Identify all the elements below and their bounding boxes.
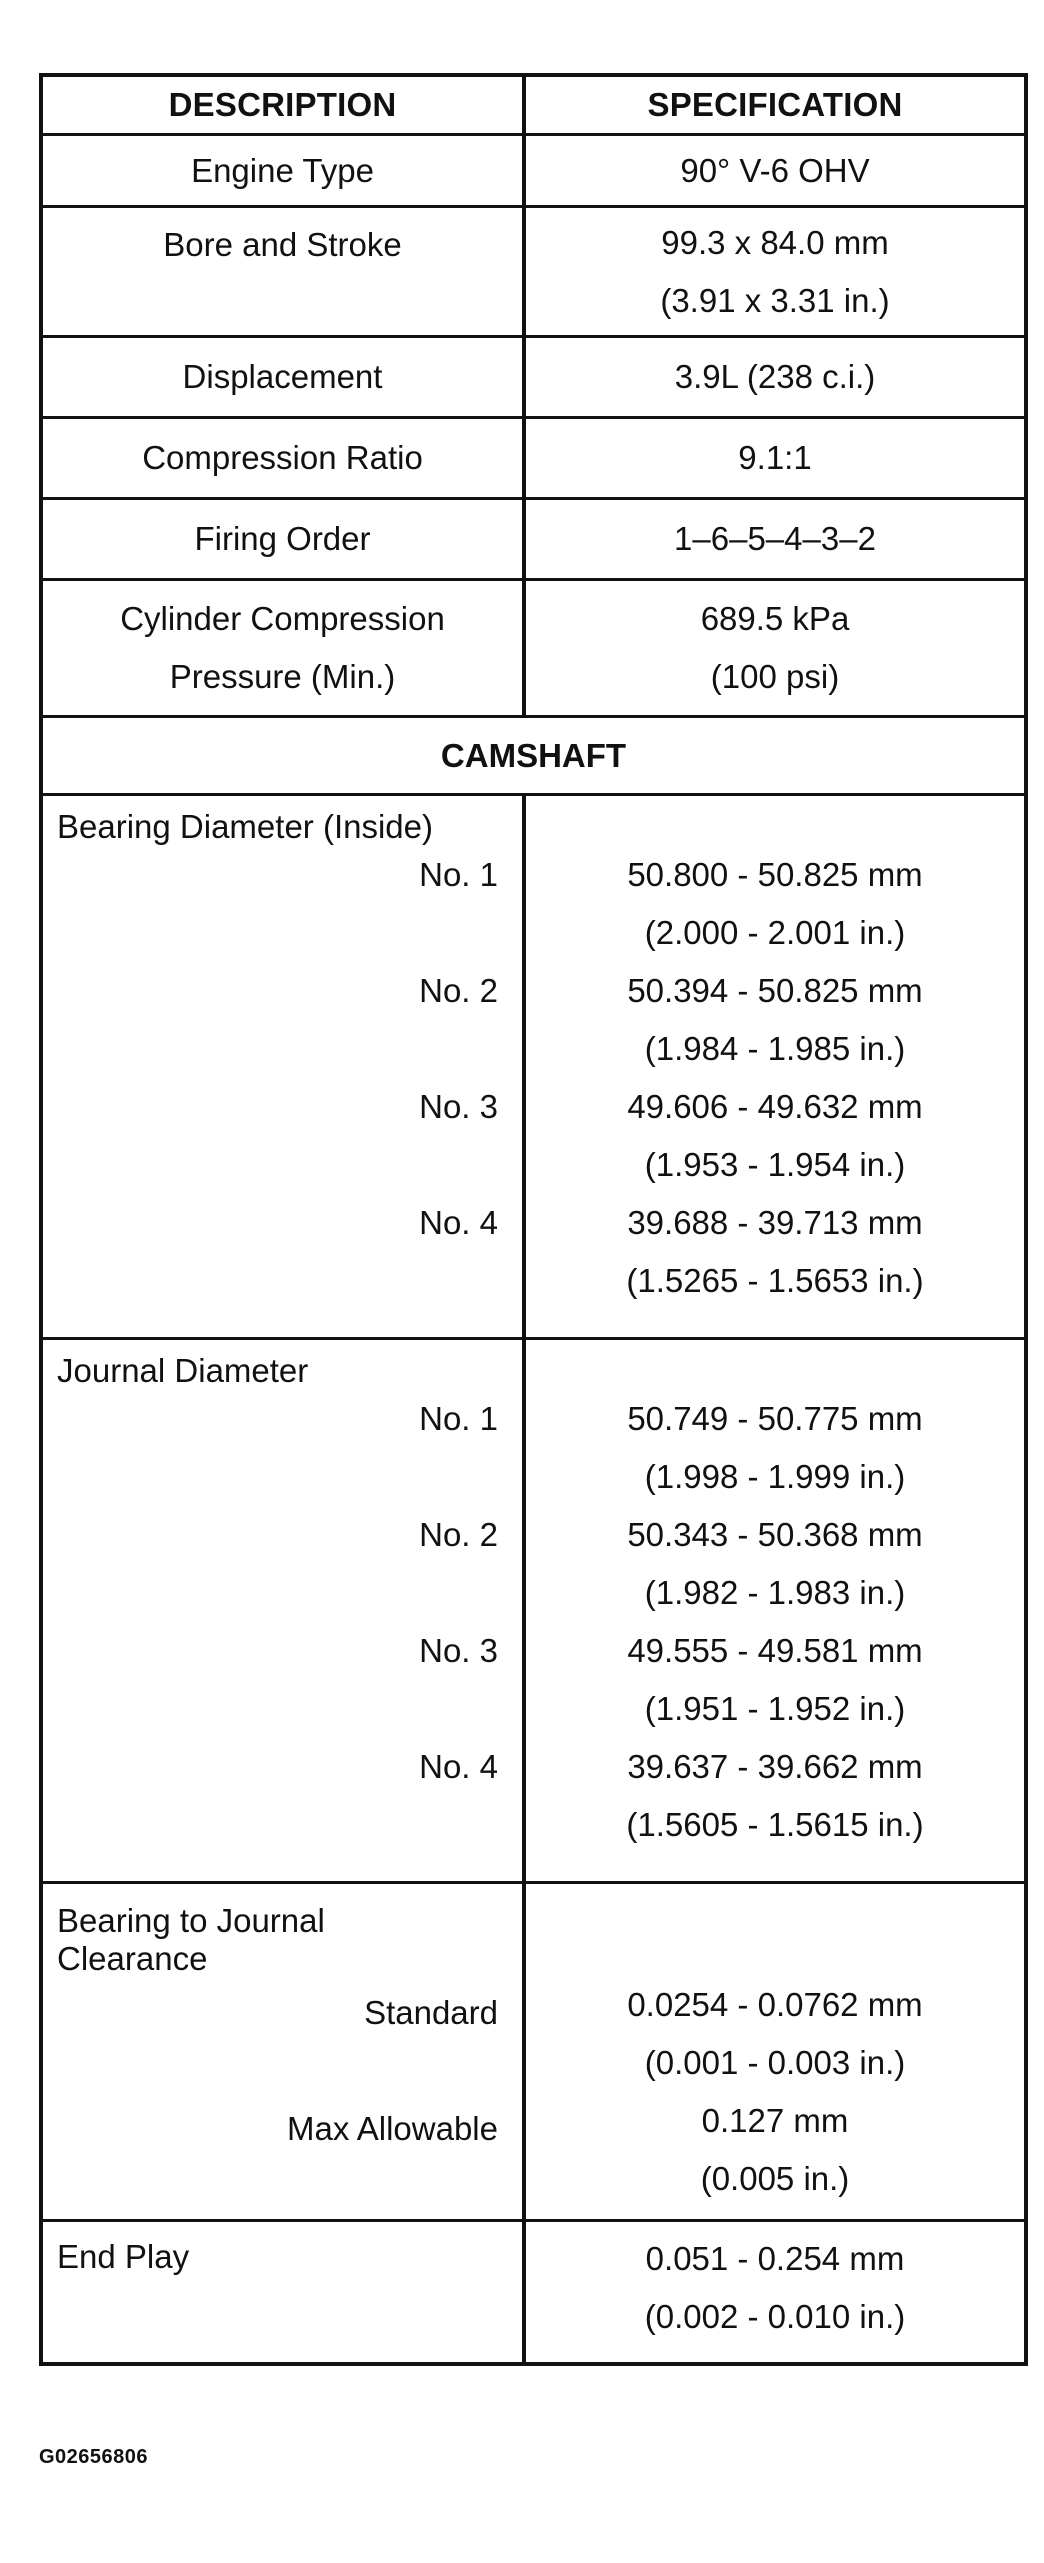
imperial-value: (0.002 - 0.010 in.): [644, 2298, 906, 2335]
spec-text: 9.1:1: [738, 439, 812, 476]
spec-text: (100 psi): [710, 658, 840, 695]
spec-text: 3.9L (238 c.i.): [674, 358, 876, 395]
imperial-value: (0.005 in.): [700, 2160, 850, 2197]
description-cell: [43, 419, 526, 497]
spec-cell: [526, 796, 1024, 1337]
description-cell: [43, 500, 526, 578]
imperial-value: (0.001 - 0.003 in.): [644, 2044, 906, 2081]
spec-cell: [526, 2222, 1024, 2362]
section-header-camshaft: CAMSHAFT: [43, 718, 1024, 796]
description-text: Compression Ratio: [142, 439, 423, 476]
item-label: No. 1: [419, 856, 498, 893]
imperial-value: (1.998 - 1.999 in.): [644, 1458, 906, 1495]
metric-value: 49.606 - 49.632 mm: [627, 1088, 923, 1125]
spec-cell: [526, 419, 1024, 497]
table-row: [43, 1340, 1024, 1884]
imperial-value: (1.5605 - 1.5615 in.): [626, 1806, 924, 1843]
item-label: No. 3: [419, 1088, 498, 1125]
metric-value: 50.749 - 50.775 mm: [627, 1400, 923, 1437]
description-cell: [43, 338, 526, 416]
item-label: No. 1: [419, 1400, 498, 1437]
spec-text: 90° V-6 OHV: [680, 151, 870, 189]
table-row: [43, 136, 1024, 208]
description-text: Engine Type: [191, 151, 374, 189]
description-cell: [43, 796, 526, 1337]
metric-value: 50.343 - 50.368 mm: [627, 1516, 923, 1553]
description-cell: [43, 581, 526, 715]
imperial-value: (2.000 - 2.001 in.): [644, 914, 906, 951]
spec-text: 1–6–5–4–3–2: [674, 520, 876, 557]
imperial-value: (1.5265 - 1.5653 in.): [626, 1262, 924, 1299]
spec-cell: [526, 338, 1024, 416]
description-cell: [43, 1884, 526, 2219]
description-text: Pressure (Min.): [169, 658, 396, 695]
spec-cell: [526, 500, 1024, 578]
header-row: [43, 77, 1024, 136]
group-title: Clearance: [57, 1940, 208, 1977]
item-label: No. 4: [419, 1748, 498, 1785]
item-label: Max Allowable: [287, 2110, 498, 2147]
spec-text: 99.3 x 84.0 mm: [661, 223, 889, 261]
description-text: Displacement: [182, 358, 383, 395]
metric-value: 0.051 - 0.254 mm: [645, 2240, 905, 2277]
imperial-value: (1.982 - 1.983 in.): [644, 1574, 906, 1611]
metric-value: 0.127 mm: [701, 2102, 849, 2139]
imperial-value: (1.984 - 1.985 in.): [644, 1030, 906, 1067]
spec-cell: [526, 581, 1024, 715]
metric-value: 50.800 - 50.825 mm: [627, 856, 923, 893]
item-label: No. 3: [419, 1632, 498, 1669]
table-row: [43, 1884, 1024, 2222]
metric-value: 0.0254 - 0.0762 mm: [627, 1986, 923, 2023]
description-cell: [43, 1340, 526, 1881]
spec-cell: [526, 136, 1024, 205]
description-cell: [43, 136, 526, 205]
group-title: End Play: [57, 2238, 190, 2275]
table-row: [43, 208, 1024, 338]
metric-value: 49.555 - 49.581 mm: [627, 1632, 923, 1669]
description-text: Cylinder Compression: [120, 600, 445, 637]
metric-value: 50.394 - 50.825 mm: [627, 972, 923, 1009]
spec-text: 689.5 kPa: [700, 600, 850, 637]
spec-cell: [526, 1340, 1024, 1881]
spec-table: [39, 73, 1028, 2366]
description-text: Firing Order: [194, 520, 371, 557]
metric-value: 39.688 - 39.713 mm: [627, 1204, 923, 1241]
description-header: DESCRIPTION: [43, 77, 526, 133]
spec-cell: [526, 208, 1024, 335]
table-row: [43, 338, 1024, 419]
imperial-value: (1.953 - 1.954 in.): [644, 1146, 906, 1183]
item-label: No. 4: [419, 1204, 498, 1241]
specification-header: SPECIFICATION: [647, 86, 903, 123]
table-row: [43, 581, 1024, 718]
item-label: No. 2: [419, 1516, 498, 1553]
spec-cell: [526, 1884, 1024, 2219]
imperial-value: (1.951 - 1.952 in.): [644, 1690, 906, 1727]
group-title: Bearing to Journal: [57, 1902, 325, 1939]
description-text: Bore and Stroke: [163, 226, 402, 263]
table-row: [43, 419, 1024, 500]
table-row: [43, 500, 1024, 581]
figure-code: G02656806: [39, 2446, 149, 2468]
table-row: [43, 2222, 1024, 2362]
metric-value: 39.637 - 39.662 mm: [627, 1748, 923, 1785]
description-cell: [43, 2222, 526, 2362]
spec-text: (3.91 x 3.31 in.): [660, 281, 890, 319]
group-title: Bearing Diameter (Inside): [57, 808, 433, 845]
item-label: No. 2: [419, 972, 498, 1009]
description-cell: [43, 208, 526, 335]
group-title: Journal Diameter: [57, 1352, 309, 1389]
table-row: [43, 796, 1024, 1340]
item-label: Standard: [364, 1994, 498, 2031]
